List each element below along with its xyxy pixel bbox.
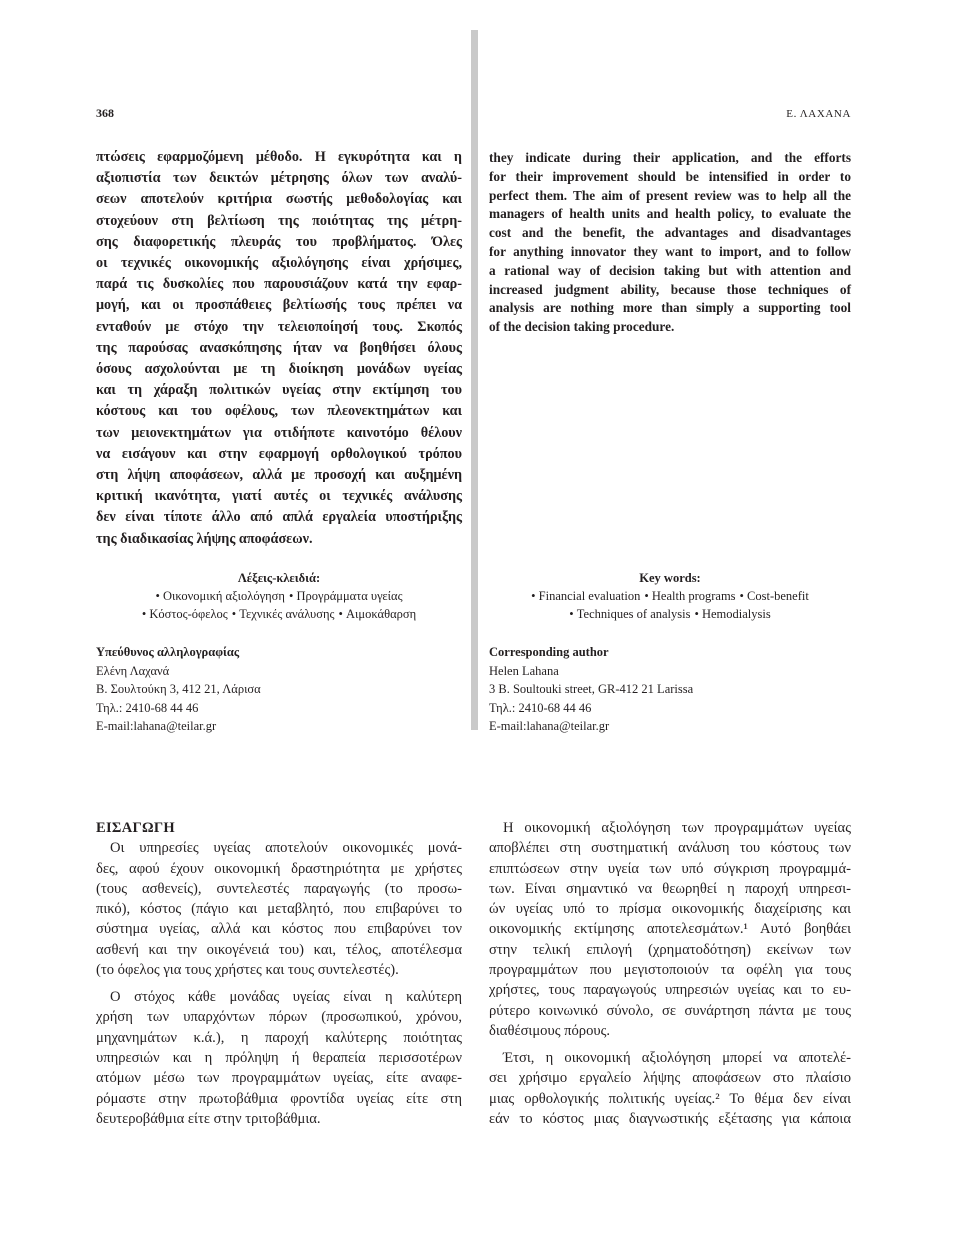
body-line: στην τελική επιλογή (χρηματοδότηση) εκείνων των [489, 941, 851, 958]
abstract-greek-line: όσους ασχολούνται με τη διοίκηση μονάδων υγείας [96, 361, 462, 378]
body-line: ατόμων μέσω των προγραμμάτων υγείας, είτε αναφε- [96, 1070, 462, 1087]
abstract-english-line: they indicate during their application, and the efforts [489, 150, 851, 165]
keyword-item: • Financial evaluation [531, 589, 640, 603]
correspondence-english-title: Corresponding author [489, 645, 609, 659]
keyword-item: • Techniques of analysis [569, 607, 690, 621]
body-line: εάν το κόστος μιας διαγνωστικής εξέτασης για κάποια [489, 1110, 851, 1127]
paragraph [96, 987, 462, 1129]
body-line: Έτσι, η οικονομική αξιολόγηση μπορεί να αποτελέ- [503, 1049, 851, 1066]
body-line: Η οικονομική αξιολόγηση των προγραμμάτων υγείας [503, 820, 851, 836]
keywords-greek-line [96, 605, 462, 623]
keyword-item: • Hemodialysis [694, 607, 770, 621]
keywords-english [489, 569, 851, 623]
abstract-greek-line: ενταθούν με στόχο την τελειοποίησή τους. Σκοπός [96, 318, 462, 335]
body-line: υπηρεσιών και η πρόληψη ή θεραπεία περισσοτέρων [96, 1049, 462, 1066]
body-line: σύστημα υγείας, αλλά και κόστος που επιβαρύνει τον [96, 921, 462, 938]
correspondence-greek [96, 643, 462, 736]
body-line: Ο στόχος κάθε μονάδας υγείας είναι η καλύτερη [110, 989, 462, 1006]
abstract-english-line: analysis are nothing more than simply a supporting tool [489, 300, 851, 316]
abstract-greek-line: των μειονεκτημάτων για οτιδήποτε καινοτόμο θέλουν [96, 424, 462, 441]
abstract-greek-line: κριτική ικανότητα, γιατί αυτές οι τεχνικές ανάλυσης [96, 488, 462, 505]
paragraph [489, 1048, 851, 1129]
abstract-english-line: a rational way of decision taking but with attention and [489, 262, 851, 278]
abstract-greek-line: σεων αποτελούν κριτήρια σωστής μεθοδολογίας και [96, 191, 462, 208]
correspondence-name: Helen Lahana [489, 663, 559, 678]
column-divider-bar [471, 30, 478, 730]
paragraph [96, 838, 462, 980]
abstract-english-line: increased judgment ability, because those techniques of [489, 281, 851, 297]
body-line: οικονομικής εκτίμησης αποτελεσμάτων.¹ Αυτό βοηθάει [489, 921, 851, 938]
page-number: 368 [96, 106, 114, 120]
abstract-greek-line: και τη χάραξη πολιτικών υγείας στην εκτίμηση του [96, 382, 462, 399]
abstract-english-line: managers of health units and health policy, to evaluate the [489, 206, 851, 222]
correspondence-english [489, 643, 851, 736]
keywords-greek [96, 569, 462, 623]
body-line: πικό), κόστος (πάγιο και μεταβλητό, που επιβαρύνει το [96, 901, 462, 918]
abstract-english [489, 149, 851, 337]
body-line: σει χρήσιμο εργαλείο λήψης αποφάσεων στο πλαίσιο [489, 1070, 851, 1087]
paragraph [489, 818, 851, 1041]
abstract-greek-line: στοχεύουν στη βελτίωση της ποιότητας της μέτρη- [96, 212, 462, 229]
abstract-greek-line: παρά τις δυσκολίες που παρουσιάζουν κατά την εφαρ- [96, 276, 462, 293]
body-line: προγραμμάτων που μεγιστοποιούν τα οφέλη για τους [489, 962, 851, 979]
body-right-column [489, 818, 851, 1129]
body-line: χρήση των υπαρχόντων πόρων (προσωπικού, χρόνου, [96, 1009, 462, 1026]
correspondence-phone: Τηλ.: 2410-68 44 46 [96, 700, 199, 715]
keyword-item: • Οικονομική αξιολόγηση [155, 589, 285, 603]
body-line: Οι υπηρεσίες υγείας αποτελούν οικονομικές μονά- [110, 840, 462, 857]
abstract-greek-line: αξιοπιστία των δεικτών μέτρησης όλων των αναλύ- [96, 170, 462, 187]
keywords-english-line [489, 605, 851, 623]
abstract-greek-line: δεν είναι τίποτε άλλο από απλά εργαλεία υποστήριξης [96, 509, 462, 526]
correspondence-address: 3 B. Soultouki street, GR-412 21 Larissa [489, 682, 694, 696]
body-line: χρήστες, τους παραγωγούς υπηρεσιών υγείας και το ευ- [489, 982, 851, 999]
body-line: των. Είναι σημαντικό να θεωρηθεί η παροχή υπηρεσι- [489, 880, 851, 897]
body-line: δες, αφού έχουν οικονομική δραστηριότητα με χρήστες [96, 860, 462, 877]
abstract-greek-line: μογή, και οι προσπάθειες βελτίωσής τους πρέπει να [96, 297, 462, 314]
keywords-greek-title: Λέξεις-κλειδιά: [237, 571, 321, 585]
abstract-greek-line: σης διαφορετικής πλευράς του προβλήματος. Όλες [96, 233, 462, 250]
abstract-greek-line: της διαδικασίας λήψης αποφάσεων. [96, 530, 313, 547]
body-line: ρύτερο κοινωνικό σύνολο, σε συνάρτηση πάντα με τους [489, 1002, 851, 1019]
body-line: ρόμαστε στην πρωτοβάθμια φροντίδα υγείας είτε στη [96, 1090, 462, 1107]
keywords-english-title: Key words: [639, 571, 701, 585]
body-line: μηχανημάτων κ.ά.), η παροχή καλύτερης ποιότητας [96, 1029, 462, 1046]
correspondence-greek-title: Υπεύθυνος αλληλογραφίας [96, 645, 240, 659]
body-line: ών υγείας υπό το πρίσμα οικονομικής διαχείρισης και [489, 901, 851, 918]
keyword-item: • Προγράμματα υγείας [289, 589, 403, 603]
body-left-column [96, 818, 462, 1129]
correspondence-phone: Τηλ.: 2410-68 44 46 [489, 700, 592, 715]
abstract-greek-line: της παρούσας ανασκόπησης ήταν να βοηθήσει όλους [96, 339, 462, 356]
keywords-english-line [489, 587, 851, 605]
abstract-english-line: cost and the benefit, the advantages and disadvantages [489, 225, 851, 241]
body-line: δευτεροβάθμια είτε στην τριτοβάθμια. [96, 1110, 321, 1127]
abstract-english-line: for anything innovator they want to import, and to follow [489, 243, 851, 259]
correspondence-email: E-mail:lahana@teilar.gr [96, 719, 217, 733]
keyword-item: • Health programs [644, 589, 735, 603]
section-heading-introduction: ΕΙΣΑΓΩΓΗ [96, 820, 176, 836]
keyword-item: • Τεχνικές ανάλυσης [232, 607, 335, 621]
running-head-author: Ε. ΛΑΧΑΝΑ [786, 108, 851, 120]
body-line: επιπτώσεων στην υγεία των υπό σύγκριση προγραμμά- [489, 860, 851, 877]
abstract-greek-line: πτώσεις εφαρμοζόμενη μέθοδο. Η εγκυρότητα και η [96, 149, 462, 165]
keywords-greek-line [96, 587, 462, 605]
body-line: (το όφελος για τους χρήστες και τους συντελεστές). [96, 962, 399, 979]
abstract-greek-line: κόστους και του οφέλους, των πλεονεκτημάτων και [96, 403, 462, 420]
correspondence-address: Β. Σουλτούκη 3, 412 21, Λάρισα [96, 682, 261, 696]
correspondence-name: Ελένη Λαχανά [96, 663, 170, 678]
abstract-greek-line: στη λήψη αποφάσεων, αλλά με προσοχή και αυξημένη [96, 467, 462, 484]
body-line: ασθενή και την οικογένειά του) και, τέλος, αποτέλεσμα [96, 941, 462, 958]
correspondence-email: E-mail:lahana@teilar.gr [489, 719, 610, 733]
abstract-greek-line: οι τεχνικές οικονομικής αξιολόγησης είναι χρήσιμες, [96, 255, 462, 272]
body-line: μιας ορθολογικής πολιτικής υγείας.² Το θέμα δεν είναι [489, 1090, 851, 1107]
body-line: αποβλέπει στη συστηματική ανάλυση του κόστους των [489, 840, 851, 857]
abstract-english-line: of the decision taking procedure. [489, 319, 675, 335]
abstract-greek [96, 147, 462, 550]
keyword-item: • Κόστος-όφελος [142, 607, 228, 621]
body-line: διαθέσιμους πόρους. [489, 1022, 611, 1039]
abstract-english-line: for their improvement should be intensified in order to [489, 168, 851, 184]
keyword-item: • Αιμοκάθαρση [338, 607, 416, 621]
abstract-greek-line: να εισάγουν και στην εφαρμογή ορθολογικού τρόπου [96, 445, 462, 462]
keyword-item: • Cost-benefit [740, 589, 809, 603]
abstract-english-line: perfect them. The aim of present review was to help all the [489, 187, 851, 203]
body-line: (τους ασθενείς), συντελεστές παραγωγής (το προσω- [96, 880, 462, 897]
